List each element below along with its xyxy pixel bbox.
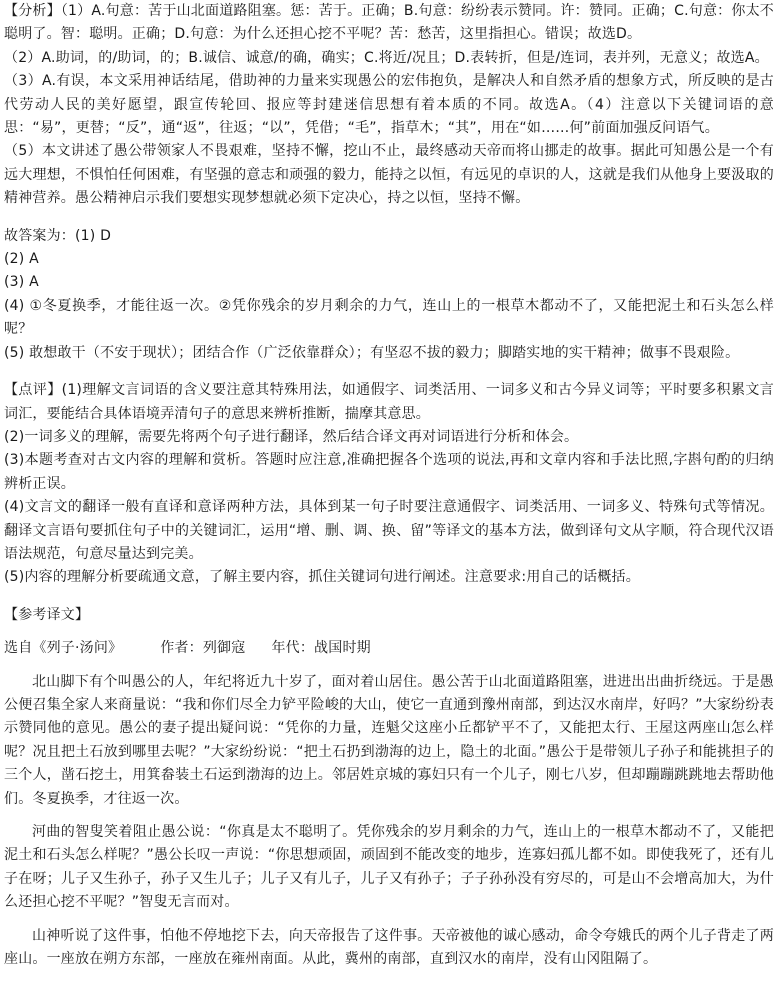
source-title: 选自《列子·汤问》 [4, 640, 123, 657]
analysis-paragraph-3: （3）A.有误，本文采用神话结尾，借助神的力量来实现愚公的宏伟抱负，是解决人和自然矛盾的想象方式，所反映的是古代劳动人民的美好愿望，跟宣传轮回、报应等封建迷信思想有着本质的不同。故选A。（4）注意以下关键词语的意思：“易”，更替；“反”，通“返”，往返；“以”，凭借；“毛”，指草木；“其”，用在“如……何”前面加强反问语气。 [4, 73, 774, 137]
analysis-paragraph-1: 【分析】（1）A.句意：苦于山北面道路阻塞。惩：苦于。正确；B.句意：纷纷表示赞同。许：赞同。正确；C.句意：你太不聪明了。智：聪明。正确；D.句意：为什么还担心挖不平呢？苦：愁苦，这里指担心。错误；故选D。 [4, 3, 774, 43]
source-era: 年代：战国时期 [271, 640, 371, 657]
analysis-paragraph-4: （5）本文讲述了愚公带领家人不畏艰难，坚持不懈，挖山不止，最终感动天帝而将山挪走的故事。据此可知愚公是一个有远大理想，不惧怕任何困难，有坚强的意志和顽强的毅力，能持之以恒，有远见的卓识的人，这就是我们从他身上要汲取的精神营养。愚公精神启示我们要想实现梦想就必须下定决心，持之以恒，坚持不懈。 [4, 143, 774, 207]
review-paragraph-3: (3)本题考查对古文内容的理解和赏析。答题时应注意,准确把握各个选项的说法,再和文章内容和手法比照,字斟句酌的归纳辨析正误。 [4, 452, 774, 492]
translation-paragraph-2: 河曲的智叟笑着阻止愚公说：“你真是太不聪明了。凭你残余的岁月剩余的力气，连山上的一根草木都动不了，又能把泥土和石头怎么样呢？”愚公长叹一声说：“你思想顽固，顽固到不能改变的地步，连寡妇孤儿都不如。即使我死了，还有儿子在呀；儿子又生孙子，孙子又生儿子；儿子又有儿子，儿子又有孙子；子子孙孙没有穷尽的，可是山不会增高加大，为什么还担心挖不平呢？”智叟无言而对。 [4, 824, 774, 911]
answer-line-3: (3) A [4, 274, 39, 291]
review-paragraph-5: (5)内容的理解分析要疏通文意，了解主要内容，抓住关键词句进行阐述。注意要求:用自己的话概括。 [4, 569, 640, 586]
answer-line-1: 故答案为：(1) D [4, 227, 112, 244]
reference-translation-section [4, 604, 774, 972]
review-paragraph-1: 【点评】(1)理解文言词语的含义要注意其特殊用法，如通假字、词类活用、一词多义和古今异义词等；平时要多积累文言词汇，要能结合具体语境弄清句子的意思来辨析推断，揣摩其意思。 [4, 382, 774, 422]
review-paragraph-4: (4)文言文的翻译一般有直译和意译两种方法，具体到某一句子时要注意通假字、词类活用、一词多义、特殊句式等情况。翻译文言语句要抓住句子中的关键词汇，运用“增、删、调、换、留”等译文的基本方法，做到译句文从字顺，符合现代汉语语法规范，句意尽量达到完美。 [4, 499, 774, 562]
reference-heading: 【参考译文】 [4, 606, 90, 623]
source-line [4, 637, 774, 660]
answer-line-5: (5) 敢想敢干（不安于现状）；团结合作（广泛依靠群众）；有坚忍不拔的毅力；脚踏实地的实干精神；做事不畏艰险。 [4, 344, 740, 361]
answer-line-2: (2) A [4, 251, 39, 268]
translation-paragraph-1: 北山脚下有个叫愚公的人，年纪将近九十岁了，面对着山居住。愚公苦于山北面道路阻塞，进进出出曲折绕远。于是愚公便召集全家人来商量说：“我和你们尽全力铲平险峻的大山，使它一直通到豫州南部，到达汉水南岸，好吗？”大家纷纷表示赞同他的意见。愚公的妻子提出疑问说：“凭你的力量，连魁父这座小丘都铲平不了，又能把太行、王屋这两座山怎么样呢？况且把土石放到哪里去呢？”大家纷纷说：“把土石扔到渤海的边上，隐土的北面。”愚公于是带领儿子孙子和能挑担子的三个人，凿石挖土，用箕畚装土石运到渤海的边上。邻居姓京城的寡妇只有一个儿子，刚七八岁，但却蹦蹦跳跳地去帮助他们。冬夏换季，才往返一次。 [4, 673, 774, 807]
answer-line-4: (4) ①冬夏换季，才能往返一次。②凭你残余的岁月剩余的力气，连山上的一根草木都动不了，又能把泥土和石头怎么样呢？ [4, 297, 774, 338]
translation-paragraph-3: 山神听说了这件事，怕他不停地挖下去，向天帝报告了这件事。天帝被他的诚心感动，命令夸娥氏的两个儿子背走了两座山。一座放在朔方东部，一座放在雍州南面。从此，冀州的南部，直到汉水的南岸，没有山冈阻隔了。 [4, 927, 774, 968]
analysis-section [4, 0, 774, 211]
review-section [4, 379, 774, 590]
review-paragraph-2: (2)一词多义的理解，需要先将两个句子进行翻译，然后结合译文再对词语进行分析和体会。 [4, 428, 579, 445]
answers-section [4, 225, 774, 365]
source-author: 作者：列御寇 [160, 640, 246, 657]
analysis-paragraph-2: （2）A.助词，的/助词，的；B.诚信、诚意/的确，确实；C.将近/况且；D.表转折，但是/连词，表并列，无意义；故选A。 [4, 49, 769, 66]
